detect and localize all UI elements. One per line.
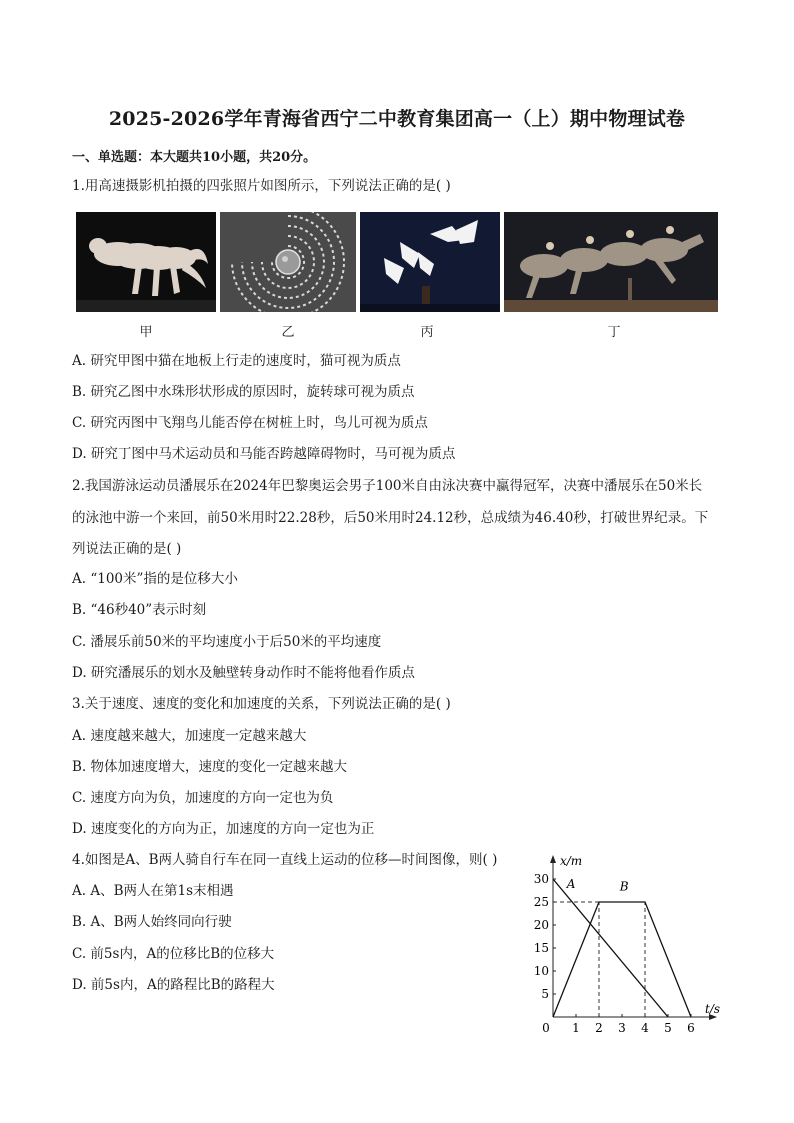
q2-stem-line-1: 2.我国游泳运动员潘展乐在2024年巴黎奥运会男子100米自由泳决赛中赢得冠军，决赛中潘展乐在50米长 <box>72 478 703 494</box>
caption-jia: 甲 <box>139 325 153 340</box>
series-line-a <box>553 879 668 1017</box>
y-axis-arrow <box>550 855 556 863</box>
page-title: 2025-2026学年青海省西宁二中教育集团高一（上）期中物理试卷 <box>108 108 686 130</box>
y-tick-label: 15 <box>533 941 549 955</box>
section-heading: 一、单选题：本大题共10小题，共20分。 <box>72 150 317 165</box>
x-tick-label: 5 <box>664 1021 672 1032</box>
y-tick-label: 5 <box>541 987 549 1001</box>
x-tick-label: 3 <box>618 1021 626 1032</box>
q4-option-b: B. A、B两人始终同向行驶 <box>72 914 232 930</box>
y-axis-label: x/m <box>560 854 583 868</box>
xt-graph-svg <box>532 852 732 1032</box>
q2-option-b: B. “46秒40”表示时刻 <box>72 602 207 618</box>
x-tick-label: 4 <box>641 1021 649 1032</box>
q4-option-d: D. 前5s内，A的路程比B的路程大 <box>72 977 275 993</box>
q3-option-a: A. 速度越来越大，加速度一定越来越大 <box>72 728 307 744</box>
x-axis-label: t/s <box>705 1002 721 1016</box>
photo-horse-jump <box>504 212 718 312</box>
series-a-label: A <box>566 877 576 892</box>
q3-option-c: C. 速度方向为负，加速度的方向一定也为负 <box>72 790 334 806</box>
x-tick-label: 2 <box>595 1021 603 1032</box>
series-b-label: B <box>619 879 629 894</box>
q1-option-d: D. 研究丁图中马术运动员和马能否跨越障碍物时，马可视为质点 <box>72 446 456 462</box>
q1-stem: 1.用高速摄影机拍摄的四张照片如图所示，下列说法正确的是( ) <box>72 178 451 194</box>
photo-birds <box>360 212 500 312</box>
q4-stem: 4.如图是A、B两人骑自行车在同一直线上运动的位移—时间图像，则( ) <box>72 852 498 868</box>
x-tick-label: 6 <box>687 1021 695 1032</box>
q2-option-a: A. “100米”指的是位移大小 <box>72 571 238 587</box>
q3-option-d: D. 速度变化的方向为正，加速度的方向一定也为正 <box>72 821 375 837</box>
caption-ding: 丁 <box>607 325 621 340</box>
q4-option-a: A. A、B两人在第1s末相遇 <box>72 883 234 899</box>
q2-option-c: C. 潘展乐前50米的平均速度小于后50米的平均速度 <box>72 634 382 650</box>
y-tick-label: 10 <box>533 964 549 978</box>
caption-yi: 乙 <box>281 325 295 340</box>
q2-stem-line-2: 的泳池中游一个来回，前50米用时22.28秒，后50米用时24.12秒，总成绩为46.40秒，打破世界纪录。下 <box>72 510 709 526</box>
y-tick-label: 25 <box>533 895 549 909</box>
y-tick-label: 30 <box>533 872 549 886</box>
q1-option-a: A. 研究甲图中猫在地板上行走的速度时，猫可视为质点 <box>72 353 401 369</box>
caption-bing: 丙 <box>420 325 434 340</box>
photo-cat <box>76 212 216 312</box>
y-tick-label: 20 <box>533 918 549 932</box>
q3-stem: 3.关于速度、速度的变化和加速度的关系，下列说法正确的是( ) <box>72 696 451 712</box>
q2-stem-line-3: 列说法正确的是( ) <box>72 541 182 557</box>
photo-spinning-ball <box>220 212 356 312</box>
q1-option-b: B. 研究乙图中水珠形状形成的原因时，旋转球可视为质点 <box>72 384 415 400</box>
x-tick-label: 1 <box>572 1021 580 1032</box>
q1-option-c: C. 研究丙图中飞翔鸟儿能否停在树桩上时，鸟儿可视为质点 <box>72 415 428 431</box>
q4-option-c: C. 前5s内，A的位移比B的位移大 <box>72 946 275 962</box>
xt-graph <box>532 852 732 1032</box>
origin-label: 0 <box>542 1021 550 1032</box>
q3-option-b: B. 物体加速度增大，速度的变化一定越来越大 <box>72 759 348 775</box>
series-line-b <box>553 902 691 1017</box>
q2-option-d: D. 研究潘展乐的划水及触壁转身动作时不能将他看作质点 <box>72 665 415 681</box>
